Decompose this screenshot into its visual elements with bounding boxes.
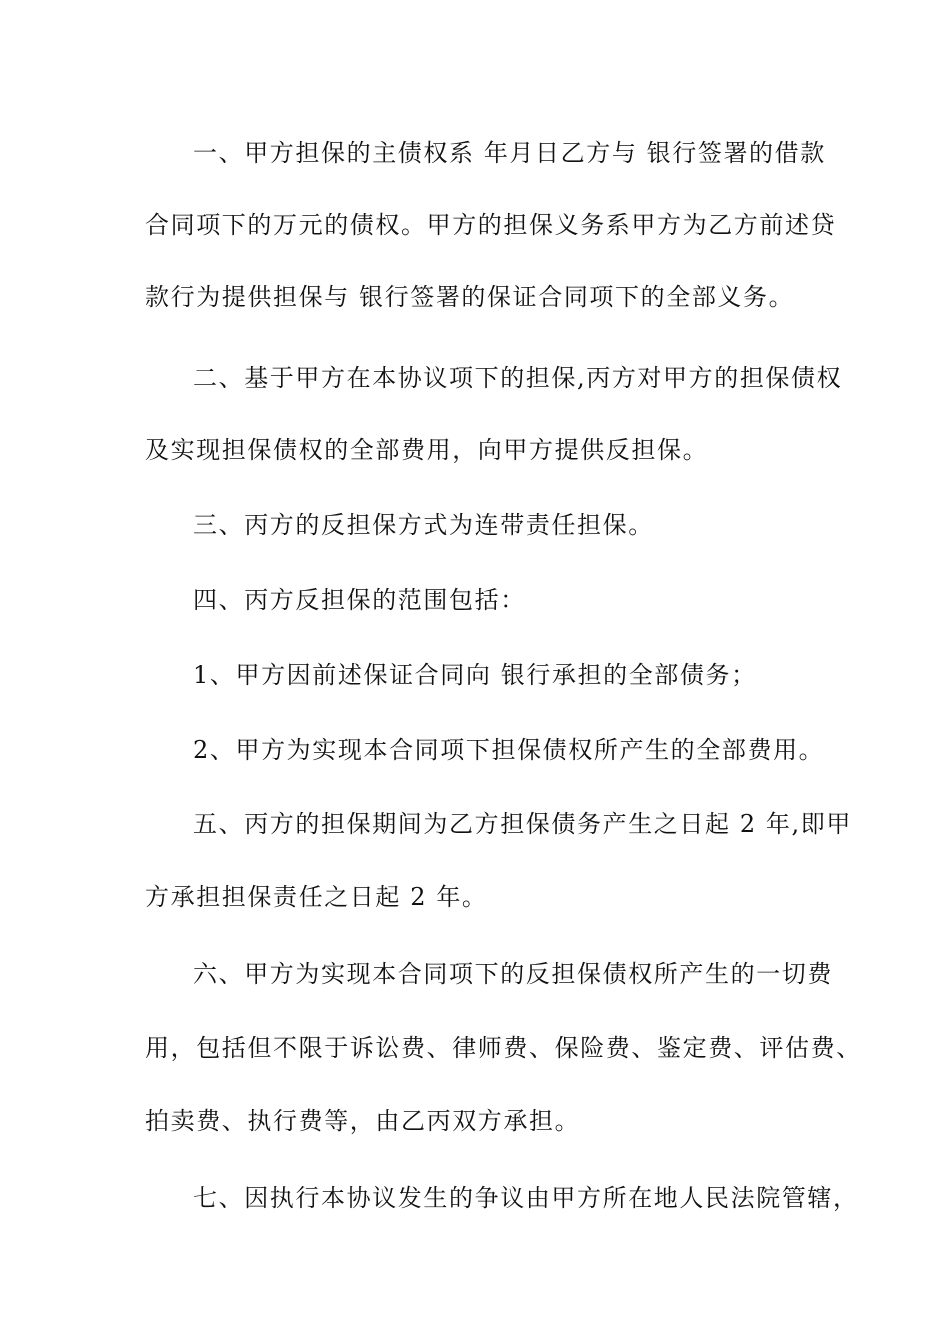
clause-1-line-3: 款行为提供担保与 银行签署的保证合同项下的全部义务。 <box>145 283 795 311</box>
clause-5-line-1: 五、丙方的担保期间为乙方担保债务产生之日起 2 年,即甲 <box>193 810 852 838</box>
clause-2-line-2: 及实现担保债权的全部费用，向甲方提供反担保。 <box>145 436 709 464</box>
clause-5-line-2: 方承担担保责任之日起 2 年。 <box>145 883 488 911</box>
clause-3: 三、丙方的反担保方式为连带责任担保。 <box>193 511 654 539</box>
clause-1-line-1: 一、甲方担保的主债权系 年月日乙方与 银行签署的借款 <box>193 139 826 167</box>
clause-7-line-1: 七、因执行本协议发生的争议由甲方所在地人民法院管辖， <box>193 1184 859 1212</box>
clause-1-line-2: 合同项下的万元的债权。甲方的担保义务系甲方为乙方前述贷 <box>145 211 837 239</box>
clause-6-line-1: 六、甲方为实现本合同项下的反担保债权所产生的一切费 <box>193 960 833 988</box>
clause-4-item-2: 2、甲方为实现本合同项下担保债权所产生的全部费用。 <box>193 736 825 764</box>
clause-6-line-2: 用，包括但不限于诉讼费、律师费、保险费、鉴定费、评估费、 <box>145 1034 862 1062</box>
clause-4-item-1: 1、甲方因前述保证合同向 银行承担的全部债务； <box>193 661 757 689</box>
clause-2-line-1: 二、基于甲方在本协议项下的担保,丙方对甲方的担保债权 <box>193 364 843 392</box>
clause-4-heading: 四、丙方反担保的范围包括： <box>193 586 526 614</box>
clause-6-line-3: 拍卖费、执行费等，由乙丙双方承担。 <box>145 1107 581 1135</box>
